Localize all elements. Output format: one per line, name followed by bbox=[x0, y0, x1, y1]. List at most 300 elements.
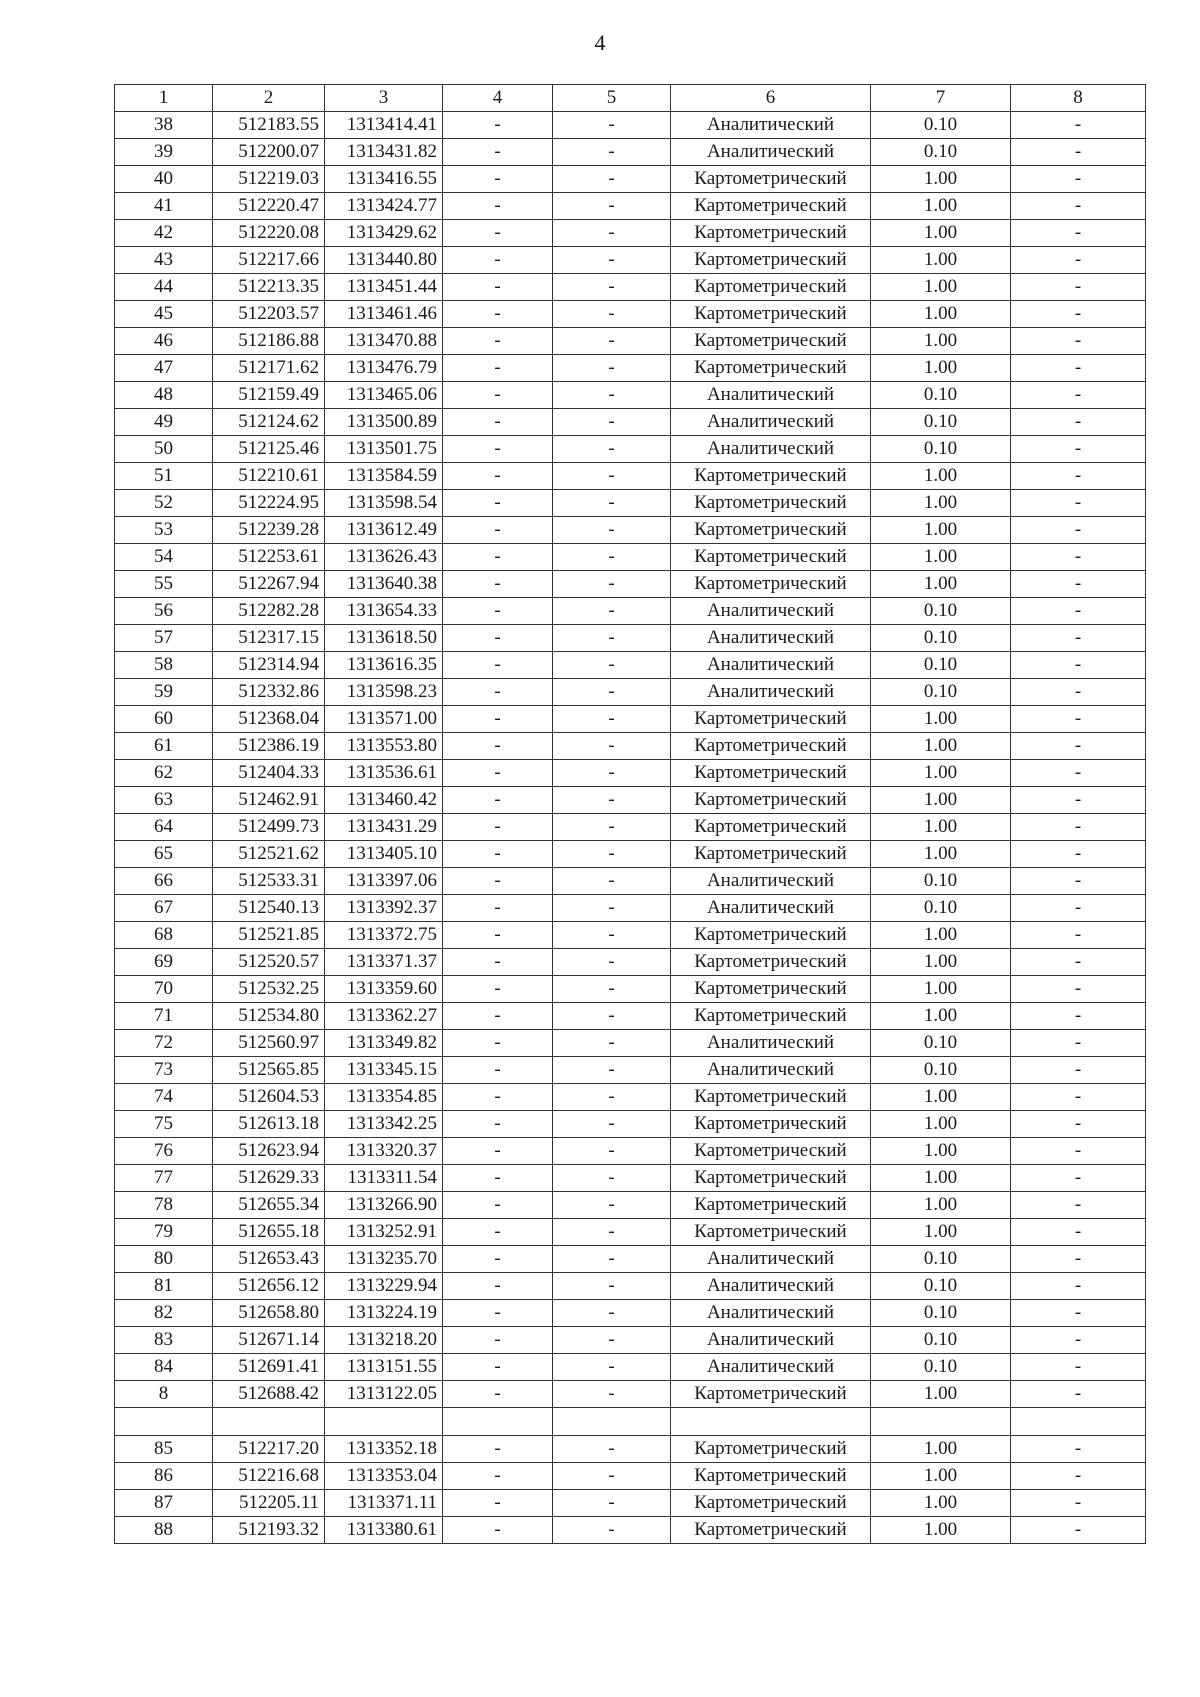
cell-method: Аналитический bbox=[671, 139, 871, 166]
cell-x-coordinate: 512404.33 bbox=[213, 760, 325, 787]
cell-accuracy: 0.10 bbox=[871, 382, 1011, 409]
cell-y-coordinate: 1313414.41 bbox=[325, 112, 443, 139]
cell-point-number: 82 bbox=[115, 1300, 213, 1327]
cell-col-5: - bbox=[553, 1354, 671, 1381]
cell-col-4: - bbox=[443, 1219, 553, 1246]
cell-y-coordinate bbox=[325, 1408, 443, 1436]
cell-col-5: - bbox=[553, 1003, 671, 1030]
cell-accuracy: 1.00 bbox=[871, 922, 1011, 949]
cell-col-8: - bbox=[1011, 1490, 1146, 1517]
cell-col-4: - bbox=[443, 328, 553, 355]
cell-point-number: 60 bbox=[115, 706, 213, 733]
cell-col-4: - bbox=[443, 1057, 553, 1084]
cell-x-coordinate: 512224.95 bbox=[213, 490, 325, 517]
cell-x-coordinate: 512205.11 bbox=[213, 1490, 325, 1517]
cell-y-coordinate: 1313320.37 bbox=[325, 1138, 443, 1165]
cell-col-8: - bbox=[1011, 1327, 1146, 1354]
cell-y-coordinate: 1313598.23 bbox=[325, 679, 443, 706]
cell-col-8: - bbox=[1011, 1381, 1146, 1408]
cell-point-number: 56 bbox=[115, 598, 213, 625]
table-row-blank bbox=[115, 1408, 1146, 1436]
cell-col-5: - bbox=[553, 139, 671, 166]
cell-y-coordinate: 1313266.90 bbox=[325, 1192, 443, 1219]
cell-x-coordinate: 512220.08 bbox=[213, 220, 325, 247]
cell-col-8: - bbox=[1011, 220, 1146, 247]
table-row bbox=[115, 922, 1146, 949]
table-row bbox=[115, 544, 1146, 571]
cell-x-coordinate: 512565.85 bbox=[213, 1057, 325, 1084]
cell-x-coordinate: 512282.28 bbox=[213, 598, 325, 625]
table-row bbox=[115, 1490, 1146, 1517]
cell-point-number: 44 bbox=[115, 274, 213, 301]
cell-accuracy: 1.00 bbox=[871, 247, 1011, 274]
cell-x-coordinate: 512671.14 bbox=[213, 1327, 325, 1354]
cell-point-number: 45 bbox=[115, 301, 213, 328]
cell-col-8: - bbox=[1011, 1165, 1146, 1192]
cell-y-coordinate: 1313429.62 bbox=[325, 220, 443, 247]
cell-x-coordinate: 512604.53 bbox=[213, 1084, 325, 1111]
cell-point-number: 79 bbox=[115, 1219, 213, 1246]
cell-accuracy bbox=[871, 1408, 1011, 1436]
cell-x-coordinate: 512386.19 bbox=[213, 733, 325, 760]
cell-col-5: - bbox=[553, 598, 671, 625]
cell-accuracy: 0.10 bbox=[871, 1246, 1011, 1273]
table-row bbox=[115, 112, 1146, 139]
cell-col-5: - bbox=[553, 895, 671, 922]
cell-method: Картометрический bbox=[671, 1219, 871, 1246]
cell-point-number: 54 bbox=[115, 544, 213, 571]
cell-method: Картометрический bbox=[671, 1084, 871, 1111]
cell-accuracy: 1.00 bbox=[871, 1192, 1011, 1219]
cell-point-number: 57 bbox=[115, 625, 213, 652]
cell-point-number: 76 bbox=[115, 1138, 213, 1165]
cell-point-number: 43 bbox=[115, 247, 213, 274]
cell-y-coordinate: 1313440.80 bbox=[325, 247, 443, 274]
cell-col-8: - bbox=[1011, 652, 1146, 679]
table-row bbox=[115, 841, 1146, 868]
table-row bbox=[115, 814, 1146, 841]
cell-accuracy: 1.00 bbox=[871, 976, 1011, 1003]
cell-point-number: 48 bbox=[115, 382, 213, 409]
cell-y-coordinate: 1313451.44 bbox=[325, 274, 443, 301]
cell-col-4: - bbox=[443, 733, 553, 760]
cell-y-coordinate: 1313392.37 bbox=[325, 895, 443, 922]
cell-col-4: - bbox=[443, 1030, 553, 1057]
cell-y-coordinate: 1313616.35 bbox=[325, 652, 443, 679]
cell-col-5: - bbox=[553, 1030, 671, 1057]
cell-x-coordinate: 512220.47 bbox=[213, 193, 325, 220]
cell-point-number: 61 bbox=[115, 733, 213, 760]
cell-point-number: 65 bbox=[115, 841, 213, 868]
cell-accuracy: 1.00 bbox=[871, 220, 1011, 247]
table-row bbox=[115, 220, 1146, 247]
cell-point-number: 87 bbox=[115, 1490, 213, 1517]
cell-col-4: - bbox=[443, 652, 553, 679]
cell-accuracy: 1.00 bbox=[871, 166, 1011, 193]
cell-y-coordinate: 1313354.85 bbox=[325, 1084, 443, 1111]
cell-x-coordinate: 512213.35 bbox=[213, 274, 325, 301]
cell-point-number: 49 bbox=[115, 409, 213, 436]
cell-method: Картометрический bbox=[671, 247, 871, 274]
cell-x-coordinate bbox=[213, 1408, 325, 1436]
cell-col-8: - bbox=[1011, 112, 1146, 139]
header-cell: 3 bbox=[325, 85, 443, 112]
cell-col-5: - bbox=[553, 1381, 671, 1408]
cell-accuracy: 0.10 bbox=[871, 1300, 1011, 1327]
cell-x-coordinate: 512183.55 bbox=[213, 112, 325, 139]
cell-x-coordinate: 512653.43 bbox=[213, 1246, 325, 1273]
cell-col-5: - bbox=[553, 1057, 671, 1084]
cell-x-coordinate: 512217.20 bbox=[213, 1436, 325, 1463]
cell-col-4: - bbox=[443, 868, 553, 895]
cell-col-4: - bbox=[443, 220, 553, 247]
cell-y-coordinate: 1313371.11 bbox=[325, 1490, 443, 1517]
table-row bbox=[115, 1517, 1146, 1544]
cell-col-5: - bbox=[553, 355, 671, 382]
cell-x-coordinate: 512560.97 bbox=[213, 1030, 325, 1057]
cell-col-4: - bbox=[443, 1381, 553, 1408]
cell-col-8: - bbox=[1011, 1246, 1146, 1273]
cell-y-coordinate: 1313359.60 bbox=[325, 976, 443, 1003]
cell-method: Картометрический bbox=[671, 922, 871, 949]
cell-col-5: - bbox=[553, 274, 671, 301]
cell-col-5: - bbox=[553, 490, 671, 517]
header-row bbox=[115, 85, 1146, 112]
cell-method: Аналитический bbox=[671, 868, 871, 895]
cell-point-number: 58 bbox=[115, 652, 213, 679]
cell-col-4: - bbox=[443, 625, 553, 652]
cell-point-number: 42 bbox=[115, 220, 213, 247]
cell-y-coordinate: 1313465.06 bbox=[325, 382, 443, 409]
cell-method: Картометрический bbox=[671, 1490, 871, 1517]
cell-y-coordinate: 1313626.43 bbox=[325, 544, 443, 571]
cell-y-coordinate: 1313431.82 bbox=[325, 139, 443, 166]
cell-point-number: 77 bbox=[115, 1165, 213, 1192]
cell-y-coordinate: 1313345.15 bbox=[325, 1057, 443, 1084]
cell-point-number: 81 bbox=[115, 1273, 213, 1300]
table-row bbox=[115, 1084, 1146, 1111]
cell-x-coordinate: 512656.12 bbox=[213, 1273, 325, 1300]
table-row bbox=[115, 1246, 1146, 1273]
cell-col-8: - bbox=[1011, 382, 1146, 409]
table-row bbox=[115, 868, 1146, 895]
cell-method: Картометрический bbox=[671, 220, 871, 247]
cell-y-coordinate: 1313371.37 bbox=[325, 949, 443, 976]
cell-point-number: 63 bbox=[115, 787, 213, 814]
cell-col-4: - bbox=[443, 1246, 553, 1273]
table-row bbox=[115, 436, 1146, 463]
table-row bbox=[115, 733, 1146, 760]
cell-col-4: - bbox=[443, 193, 553, 220]
cell-accuracy: 1.00 bbox=[871, 841, 1011, 868]
cell-accuracy: 0.10 bbox=[871, 679, 1011, 706]
cell-point-number: 66 bbox=[115, 868, 213, 895]
cell-col-4: - bbox=[443, 409, 553, 436]
cell-method: Картометрический bbox=[671, 355, 871, 382]
cell-point-number: 39 bbox=[115, 139, 213, 166]
cell-accuracy: 1.00 bbox=[871, 1436, 1011, 1463]
cell-method: Картометрический bbox=[671, 193, 871, 220]
cell-y-coordinate: 1313584.59 bbox=[325, 463, 443, 490]
header-cell: 6 bbox=[671, 85, 871, 112]
table-row bbox=[115, 1111, 1146, 1138]
cell-x-coordinate: 512655.34 bbox=[213, 1192, 325, 1219]
cell-col-5: - bbox=[553, 841, 671, 868]
cell-col-8: - bbox=[1011, 625, 1146, 652]
cell-method: Картометрический bbox=[671, 1381, 871, 1408]
table-row bbox=[115, 247, 1146, 274]
cell-x-coordinate: 512159.49 bbox=[213, 382, 325, 409]
cell-col-8: - bbox=[1011, 1084, 1146, 1111]
cell-col-8: - bbox=[1011, 301, 1146, 328]
cell-col-4: - bbox=[443, 1165, 553, 1192]
cell-col-4: - bbox=[443, 787, 553, 814]
table-row bbox=[115, 571, 1146, 598]
cell-point-number: 41 bbox=[115, 193, 213, 220]
cell-x-coordinate: 512691.41 bbox=[213, 1354, 325, 1381]
cell-col-5: - bbox=[553, 247, 671, 274]
cell-col-4: - bbox=[443, 1138, 553, 1165]
cell-point-number: 85 bbox=[115, 1436, 213, 1463]
cell-method: Картометрический bbox=[671, 1517, 871, 1544]
cell-y-coordinate: 1313342.25 bbox=[325, 1111, 443, 1138]
cell-col-8: - bbox=[1011, 517, 1146, 544]
cell-col-5: - bbox=[553, 1192, 671, 1219]
cell-method: Картометрический bbox=[671, 1138, 871, 1165]
cell-x-coordinate: 512210.61 bbox=[213, 463, 325, 490]
table-row bbox=[115, 760, 1146, 787]
cell-col-4: - bbox=[443, 544, 553, 571]
header-cell: 7 bbox=[871, 85, 1011, 112]
cell-col-8: - bbox=[1011, 463, 1146, 490]
cell-col-5: - bbox=[553, 328, 671, 355]
cell-x-coordinate: 512216.68 bbox=[213, 1463, 325, 1490]
table-row bbox=[115, 355, 1146, 382]
cell-x-coordinate: 512521.62 bbox=[213, 841, 325, 868]
cell-col-5: - bbox=[553, 544, 671, 571]
cell-col-8: - bbox=[1011, 409, 1146, 436]
cell-method: Аналитический bbox=[671, 1354, 871, 1381]
cell-x-coordinate: 512655.18 bbox=[213, 1219, 325, 1246]
cell-col-8: - bbox=[1011, 544, 1146, 571]
cell-x-coordinate: 512658.80 bbox=[213, 1300, 325, 1327]
cell-method: Аналитический bbox=[671, 1300, 871, 1327]
header-cell: 1 bbox=[115, 85, 213, 112]
cell-accuracy: 0.10 bbox=[871, 1057, 1011, 1084]
cell-method: Аналитический bbox=[671, 679, 871, 706]
cell-col-4 bbox=[443, 1408, 553, 1436]
cell-col-8: - bbox=[1011, 1463, 1146, 1490]
cell-point-number: 80 bbox=[115, 1246, 213, 1273]
cell-x-coordinate: 512239.28 bbox=[213, 517, 325, 544]
cell-method: Картометрический bbox=[671, 976, 871, 1003]
cell-col-5: - bbox=[553, 1138, 671, 1165]
cell-method: Картометрический bbox=[671, 490, 871, 517]
cell-col-8: - bbox=[1011, 841, 1146, 868]
cell-x-coordinate: 512124.62 bbox=[213, 409, 325, 436]
cell-col-8: - bbox=[1011, 1300, 1146, 1327]
cell-col-4: - bbox=[443, 139, 553, 166]
cell-col-8: - bbox=[1011, 355, 1146, 382]
cell-col-8: - bbox=[1011, 1219, 1146, 1246]
cell-col-4: - bbox=[443, 922, 553, 949]
cell-col-8: - bbox=[1011, 787, 1146, 814]
cell-x-coordinate: 512532.25 bbox=[213, 976, 325, 1003]
cell-method: Картометрический bbox=[671, 463, 871, 490]
cell-point-number: 69 bbox=[115, 949, 213, 976]
cell-x-coordinate: 512613.18 bbox=[213, 1111, 325, 1138]
cell-col-8: - bbox=[1011, 976, 1146, 1003]
cell-point-number: 72 bbox=[115, 1030, 213, 1057]
cell-y-coordinate: 1313372.75 bbox=[325, 922, 443, 949]
cell-col-8: - bbox=[1011, 895, 1146, 922]
cell-method: Аналитический bbox=[671, 436, 871, 463]
cell-point-number: 47 bbox=[115, 355, 213, 382]
cell-accuracy: 1.00 bbox=[871, 193, 1011, 220]
cell-point-number bbox=[115, 1408, 213, 1436]
cell-x-coordinate: 512462.91 bbox=[213, 787, 325, 814]
cell-col-8: - bbox=[1011, 193, 1146, 220]
cell-point-number: 86 bbox=[115, 1463, 213, 1490]
cell-point-number: 46 bbox=[115, 328, 213, 355]
table-row bbox=[115, 1327, 1146, 1354]
table-row bbox=[115, 895, 1146, 922]
cell-col-5: - bbox=[553, 976, 671, 1003]
cell-x-coordinate: 512534.80 bbox=[213, 1003, 325, 1030]
cell-point-number: 59 bbox=[115, 679, 213, 706]
cell-y-coordinate: 1313553.80 bbox=[325, 733, 443, 760]
cell-x-coordinate: 512623.94 bbox=[213, 1138, 325, 1165]
cell-accuracy: 0.10 bbox=[871, 1273, 1011, 1300]
cell-method: Аналитический bbox=[671, 409, 871, 436]
cell-accuracy: 1.00 bbox=[871, 1490, 1011, 1517]
cell-col-5: - bbox=[553, 733, 671, 760]
table-row bbox=[115, 382, 1146, 409]
cell-col-5: - bbox=[553, 1111, 671, 1138]
cell-point-number: 51 bbox=[115, 463, 213, 490]
cell-col-8: - bbox=[1011, 1030, 1146, 1057]
cell-method: Картометрический bbox=[671, 760, 871, 787]
cell-col-4: - bbox=[443, 841, 553, 868]
cell-col-5: - bbox=[553, 1327, 671, 1354]
cell-col-5: - bbox=[553, 1273, 671, 1300]
cell-x-coordinate: 512368.04 bbox=[213, 706, 325, 733]
cell-col-4: - bbox=[443, 355, 553, 382]
cell-col-5: - bbox=[553, 1517, 671, 1544]
cell-accuracy: 1.00 bbox=[871, 814, 1011, 841]
cell-col-5: - bbox=[553, 679, 671, 706]
cell-accuracy: 0.10 bbox=[871, 139, 1011, 166]
table-row bbox=[115, 463, 1146, 490]
cell-accuracy: 1.00 bbox=[871, 490, 1011, 517]
cell-col-8: - bbox=[1011, 247, 1146, 274]
cell-col-5: - bbox=[553, 949, 671, 976]
cell-col-4: - bbox=[443, 517, 553, 544]
cell-point-number: 70 bbox=[115, 976, 213, 1003]
cell-col-4: - bbox=[443, 760, 553, 787]
cell-accuracy: 1.00 bbox=[871, 760, 1011, 787]
cell-col-5: - bbox=[553, 436, 671, 463]
cell-col-8: - bbox=[1011, 328, 1146, 355]
cell-col-8: - bbox=[1011, 814, 1146, 841]
cell-accuracy: 1.00 bbox=[871, 1381, 1011, 1408]
cell-col-4: - bbox=[443, 274, 553, 301]
cell-col-5: - bbox=[553, 625, 671, 652]
cell-col-4: - bbox=[443, 814, 553, 841]
cell-col-5: - bbox=[553, 166, 671, 193]
table-row bbox=[115, 1436, 1146, 1463]
cell-y-coordinate: 1313501.75 bbox=[325, 436, 443, 463]
cell-accuracy: 1.00 bbox=[871, 571, 1011, 598]
cell-x-coordinate: 512540.13 bbox=[213, 895, 325, 922]
cell-point-number: 84 bbox=[115, 1354, 213, 1381]
cell-col-5: - bbox=[553, 409, 671, 436]
cell-x-coordinate: 512203.57 bbox=[213, 301, 325, 328]
cell-x-coordinate: 512520.57 bbox=[213, 949, 325, 976]
cell-col-4: - bbox=[443, 1354, 553, 1381]
cell-col-4: - bbox=[443, 1003, 553, 1030]
cell-x-coordinate: 512314.94 bbox=[213, 652, 325, 679]
cell-method: Картометрический bbox=[671, 1111, 871, 1138]
cell-y-coordinate: 1313311.54 bbox=[325, 1165, 443, 1192]
cell-accuracy: 0.10 bbox=[871, 436, 1011, 463]
cell-y-coordinate: 1313654.33 bbox=[325, 598, 443, 625]
cell-accuracy: 0.10 bbox=[871, 598, 1011, 625]
page-number: 4 bbox=[594, 30, 606, 55]
table-row bbox=[115, 706, 1146, 733]
table-row bbox=[115, 1463, 1146, 1490]
cell-col-8: - bbox=[1011, 760, 1146, 787]
cell-col-5: - bbox=[553, 868, 671, 895]
cell-col-4: - bbox=[443, 1436, 553, 1463]
cell-col-4: - bbox=[443, 382, 553, 409]
cell-point-number: 71 bbox=[115, 1003, 213, 1030]
table-row bbox=[115, 625, 1146, 652]
cell-col-4: - bbox=[443, 1273, 553, 1300]
cell-x-coordinate: 512499.73 bbox=[213, 814, 325, 841]
cell-accuracy: 1.00 bbox=[871, 463, 1011, 490]
table-row bbox=[115, 976, 1146, 1003]
table-row bbox=[115, 490, 1146, 517]
cell-col-8: - bbox=[1011, 1517, 1146, 1544]
cell-y-coordinate: 1313618.50 bbox=[325, 625, 443, 652]
cell-x-coordinate: 512533.31 bbox=[213, 868, 325, 895]
cell-y-coordinate: 1313353.04 bbox=[325, 1463, 443, 1490]
header-cell: 2 bbox=[213, 85, 325, 112]
cell-col-8: - bbox=[1011, 1436, 1146, 1463]
cell-col-4: - bbox=[443, 598, 553, 625]
cell-method bbox=[671, 1408, 871, 1436]
table-row bbox=[115, 1138, 1146, 1165]
cell-accuracy: 1.00 bbox=[871, 1138, 1011, 1165]
cell-col-8: - bbox=[1011, 733, 1146, 760]
cell-col-8: - bbox=[1011, 706, 1146, 733]
cell-x-coordinate: 512521.85 bbox=[213, 922, 325, 949]
cell-accuracy: 0.10 bbox=[871, 409, 1011, 436]
cell-y-coordinate: 1313151.55 bbox=[325, 1354, 443, 1381]
cell-col-5: - bbox=[553, 382, 671, 409]
cell-accuracy: 0.10 bbox=[871, 1327, 1011, 1354]
cell-col-8: - bbox=[1011, 571, 1146, 598]
cell-accuracy: 1.00 bbox=[871, 1084, 1011, 1111]
table-row bbox=[115, 1219, 1146, 1246]
cell-col-8: - bbox=[1011, 922, 1146, 949]
cell-y-coordinate: 1313416.55 bbox=[325, 166, 443, 193]
table-row bbox=[115, 1273, 1146, 1300]
cell-y-coordinate: 1313470.88 bbox=[325, 328, 443, 355]
cell-col-4: - bbox=[443, 1517, 553, 1544]
cell-y-coordinate: 1313536.61 bbox=[325, 760, 443, 787]
